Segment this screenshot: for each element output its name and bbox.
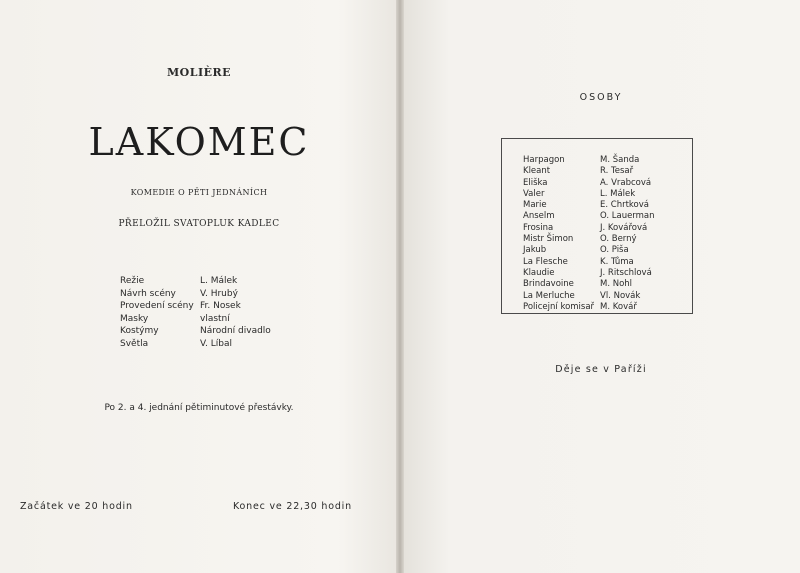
character-name: Marie [523,200,547,211]
cast-row [523,291,655,302]
actor-name: M. Šanda [600,155,640,165]
actor-name: M. Kovář [600,301,637,312]
character-name: Klaudie [523,267,555,278]
credit-row [120,288,271,301]
cast-list [523,155,655,313]
cast-row [523,211,655,222]
cast-row [523,268,655,279]
cast-row [523,279,655,290]
credit-row [120,325,271,338]
cast-row [523,189,655,200]
author-name: MOLIÈRE [166,66,232,79]
actor-name: J. Ritschlová [600,267,652,278]
actor-name: M. Nohl [600,279,633,290]
character-name: Brindavoine [523,279,574,290]
credit-row [120,300,271,313]
credit-name: L. Málek [200,276,238,286]
character-name: Mistr Šimon [523,234,574,245]
credit-name: V. Líbal [200,338,232,349]
credit-role: Provedení scény [120,301,194,311]
cast-row [523,234,655,245]
actor-name: O. Berný [600,234,637,245]
cast-row [523,200,655,211]
cast-row [523,223,655,234]
character-name: La Merluche [523,290,575,301]
cast-row [523,166,655,177]
intermission-note: Po 2. a 4. jednání pětiminutové přestávky. [104,403,294,413]
credit-name: V. Hrubý [200,288,238,299]
play-subtitle: KOMEDIE O PĚTI JEDNÁNÍCH [130,188,268,197]
credit-name: Fr. Nosek [200,301,241,311]
credit-row [120,275,271,288]
start-time: Začátek ve 20 hodin [20,501,133,512]
credit-name: Národní divadlo [200,326,271,336]
cast-row [523,155,655,166]
cast-heading: OSOBY [579,92,623,103]
actor-name: E. Chrtková [600,200,649,211]
book-gutter [396,0,404,573]
credit-role: Masky [120,313,149,324]
actor-name: R. Tesař [600,166,634,177]
credit-role: Světla [120,338,149,349]
character-name: Frosina [523,222,554,233]
character-name: Kleant [523,166,551,177]
credit-row [120,313,271,326]
character-name: La Flesche [523,256,568,267]
credit-name: vlastní [200,313,230,324]
cast-row [523,245,655,256]
credit-role: Režie [120,276,145,286]
actor-name: J. Kovářová [600,222,648,233]
cast-row [523,257,655,268]
credit-role: Návrh scény [120,288,176,299]
credit-row [120,338,271,351]
character-name: Anselm [523,211,555,222]
character-name: Policejní komisař [523,301,595,312]
production-credits [120,275,271,350]
actor-name: Vl. Novák [600,290,641,301]
character-name: Jakub [523,245,547,256]
cast-row [523,178,655,189]
translator-credit: PŘELOŽIL SVATOPLUK KADLEC [118,219,280,229]
character-name: Valer [523,188,545,199]
actor-name: L. Málek [600,188,636,199]
actor-name: O. Piša [600,245,629,256]
character-name: Eliška [523,177,548,188]
actor-name: A. Vrabcová [600,177,652,188]
actor-name: K. Tůma [600,256,634,267]
actor-name: O. Lauerman [600,211,655,222]
cast-box [501,138,693,314]
cast-row [523,302,655,313]
character-name: Harpagon [523,155,565,165]
credit-role: Kostýmy [120,326,159,336]
play-title: LAKOMEC [88,120,310,164]
end-time: Konec ve 22,30 hodin [233,501,352,512]
setting-location: Děje se v Paříži [555,364,647,375]
